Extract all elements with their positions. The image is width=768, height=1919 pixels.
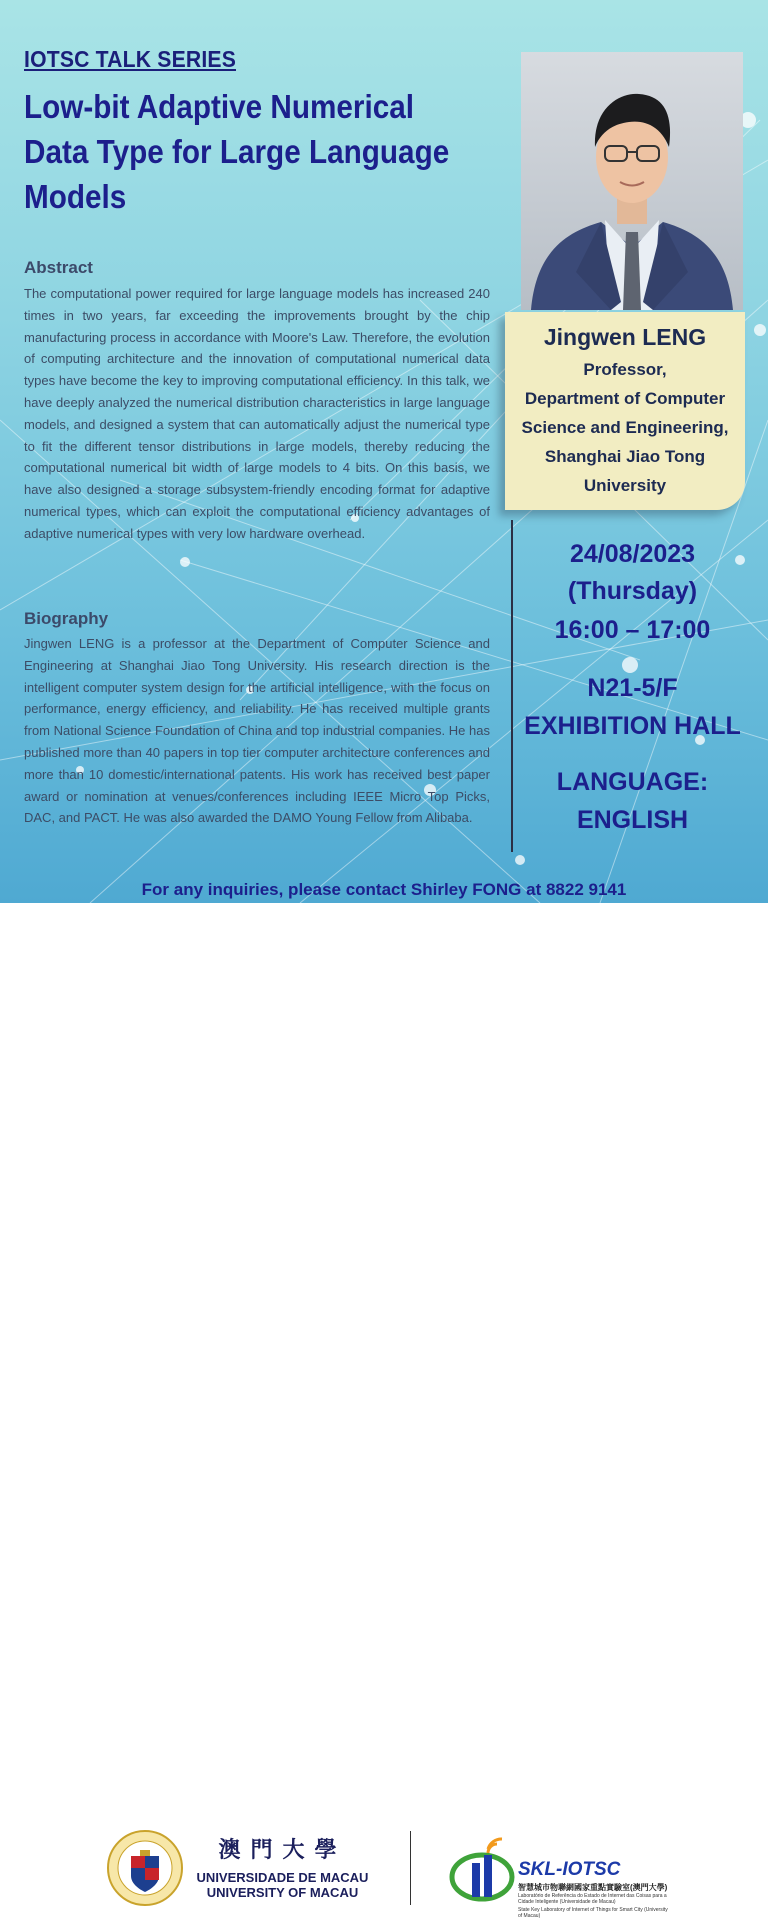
- event-date: 24/08/2023: [569, 540, 696, 568]
- contact-info: For any inquiries, please contact Shirley FONG at 8822 9141: [141, 880, 627, 899]
- event-language-label: LANGUAGE:: [556, 768, 709, 796]
- event-venue-line1: N21-5/F: [587, 674, 678, 702]
- biography-text: Jingwen LENG is a professor at the Department of Computer Science and Engineering at Shanghai Jiao Tong University. His research direction is the intelligent computer system design for the artificial intelligence, with the focus on performance, energy efficiency, and reliability. He has received multiple grants from National Science Foundation of China and top industrial companies. He has published more than 40 papers in top tier computer architecture conferences and more than 10 domestic/international patents. His work has received best paper award or nomination at venues/conferences including IEEE Micro Top Picks, DAC, and PACT. He was also awarded the DAMO Young Fellow from Alibaba.: [24, 636, 490, 826]
- skl-portuguese-name: Laboratório de Referência do Estado de Internet das Coisas para a Cidade Inteligente (Universidade de Macau): [518, 1893, 667, 1905]
- um-english-name: UNIVERSITY OF MACAU: [206, 1885, 359, 1900]
- speaker-role-line: Professor,: [583, 360, 667, 379]
- speaker-role-line: University: [583, 476, 667, 495]
- university-seal-icon: [106, 1828, 184, 1908]
- um-chinese-name: 澳門大學: [218, 1837, 347, 1863]
- event-day: (Thursday): [567, 577, 698, 605]
- speaker-role: [505, 355, 745, 500]
- skl-chinese-name: 智慧城市物聯網國家重點實驗室(澳門大學): [518, 1883, 668, 1892]
- speaker-photo: [521, 52, 743, 310]
- speaker-role-line: Science and Engineering,: [521, 418, 729, 437]
- skl-iotsc-logo-icon: [448, 1833, 516, 1905]
- um-wordmark: [195, 1833, 370, 1900]
- poster-background: [0, 0, 768, 903]
- event-venue-line2: EXHIBITION HALL: [524, 712, 741, 740]
- skl-english-name: State Key Laboratory of Internet of Things for Smart City (University of Macau): [518, 1907, 668, 1919]
- um-portuguese-name: UNIVERSIDADE DE MACAU: [196, 1870, 369, 1885]
- event-time: 16:00 – 17:00: [554, 616, 711, 644]
- column-divider: [511, 520, 513, 852]
- event-language: ENGLISH: [576, 806, 689, 834]
- biography-heading: Biography: [24, 609, 109, 628]
- talk-title: Low-bit Adaptive Numerical Data Type for Large Language Models: [24, 88, 450, 215]
- footer: [0, 903, 768, 1919]
- skl-name: SKL-IOTSC: [518, 1859, 621, 1880]
- footer-divider: [410, 1831, 411, 1905]
- speaker-role-line: Shanghai Jiao Tong: [544, 447, 706, 466]
- speaker-name-card: [505, 312, 745, 510]
- abstract-text: The computational power required for large language models has increased 240 times in two years, far exceeding the improvements brought by the chip manufacturing process in accordance with Moore's Law. Therefore, the evolution of computing architecture and the innovation of computational numerical data types have become the key to improving computational efficiency. In this talk, we have deeply analyzed the numerical distribution characteristics in large language models, and designed a system that can automatically adjust the numerical type to fit the different tensor distributions in large models, thereby reducing the computational numerical bit width of large models to 4 bits. On this basis, we have also designed a storage subsystem-friendly encoding format for adaptive numerical types, which can exploit the computational efficiency advantages of adaptive numerical types with very low hardware overhead.: [24, 286, 490, 541]
- speaker-name: Jingwen LENG: [543, 324, 707, 350]
- speaker-role-line: Department of Computer: [524, 389, 726, 408]
- talk-series-label: IOTSC TALK SERIES: [24, 46, 237, 72]
- abstract-heading: Abstract: [24, 258, 93, 277]
